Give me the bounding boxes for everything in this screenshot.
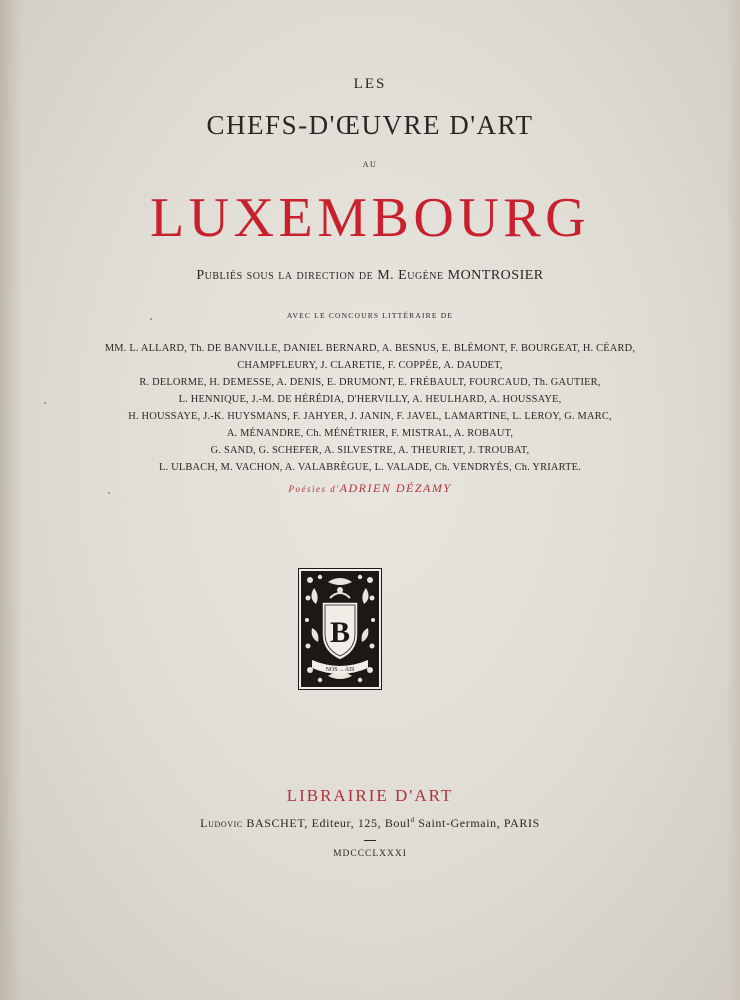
contributors-line: MM. L. ALLARD, Th. DE BANVILLE, DANIEL BERNARD, A. BESNUS, E. BLÉMONT, F. BOURGEAT, H. CÉARD, [104,343,636,354]
title-au: AU [362,160,378,169]
publisher-first-name: Ludovic [200,816,243,830]
contributors-line: L. ULBACH, M. VACHON, A. VALABRÈGUE, L. VALADE, Ch. VENDRYÈS, Ch. YRIARTE. [158,462,582,473]
publisher-title: LIBRAIRIE D'ART [286,786,454,805]
poesies-prefix: Poésies d' [288,484,340,494]
direction-line [0,268,740,284]
direction-prefix: Publiés sous la direction de M. Eugène [196,268,444,283]
concours-line: AVEC LE CONCOURS LITTÉRAIRE DE [286,311,454,320]
contributors-line: A. MÉNANDRE, Ch. MÉNÉTRIER, F. MISTRAL, A. ROBAUT, [226,428,514,439]
director-name: MONTROSIER [447,268,544,283]
contributors-line: H. HOUSSAYE, J.-K. HUYSMANS, F. JAHYER, J. JANIN, F. JAVEL, LAMARTINE, L. LEROY, G. MARC, [128,411,612,422]
publication-date: MDCCCLXXXI [333,849,407,859]
paper-speck [150,318,152,320]
title-luxembourg: LUXEMBOURG [149,187,591,249]
poesies-line [0,481,740,496]
contributors-list [0,340,740,476]
title-les: LES [353,76,387,92]
paper-speck [108,492,110,494]
monogram: B [329,616,351,649]
paper-speck [44,402,46,404]
motto: NOS ... AIS [325,667,355,673]
divider-dash [364,840,376,841]
publisher-address-sup: d [410,816,415,824]
publisher-device-icon [298,568,382,690]
publisher-address-main: BASCHET, Editeur, 125, Boul [246,816,411,830]
contributors-line: L. HENNIQUE, J.-M. DE HÉRÉDIA, D'HERVILLY, A. HEULHARD, A. HOUSSAYE, [178,394,562,405]
contributors-line: R. DELORME, H. DEMESSE, A. DENIS, E. DRUMONT, E. FRÉBAULT, FOURCAUD, Th. GAUTIER, [139,377,601,388]
title-chefs-doeuvre: CHEFS-D'ŒUVRE D'ART [206,110,534,140]
publisher-address [0,816,740,831]
publisher-address-end: Saint-Germain, PARIS [418,816,540,830]
contributors-line: G. SAND, G. SCHEFER, A. SILVESTRE, A. THEURIET, J. TROUBAT, [210,445,530,456]
poet-name: ADRIEN DÉZAMY [339,481,452,495]
contributors-line: CHAMPFLEURY, J. CLARETIE, F. COPPÉE, A. DAUDET, [237,360,503,371]
